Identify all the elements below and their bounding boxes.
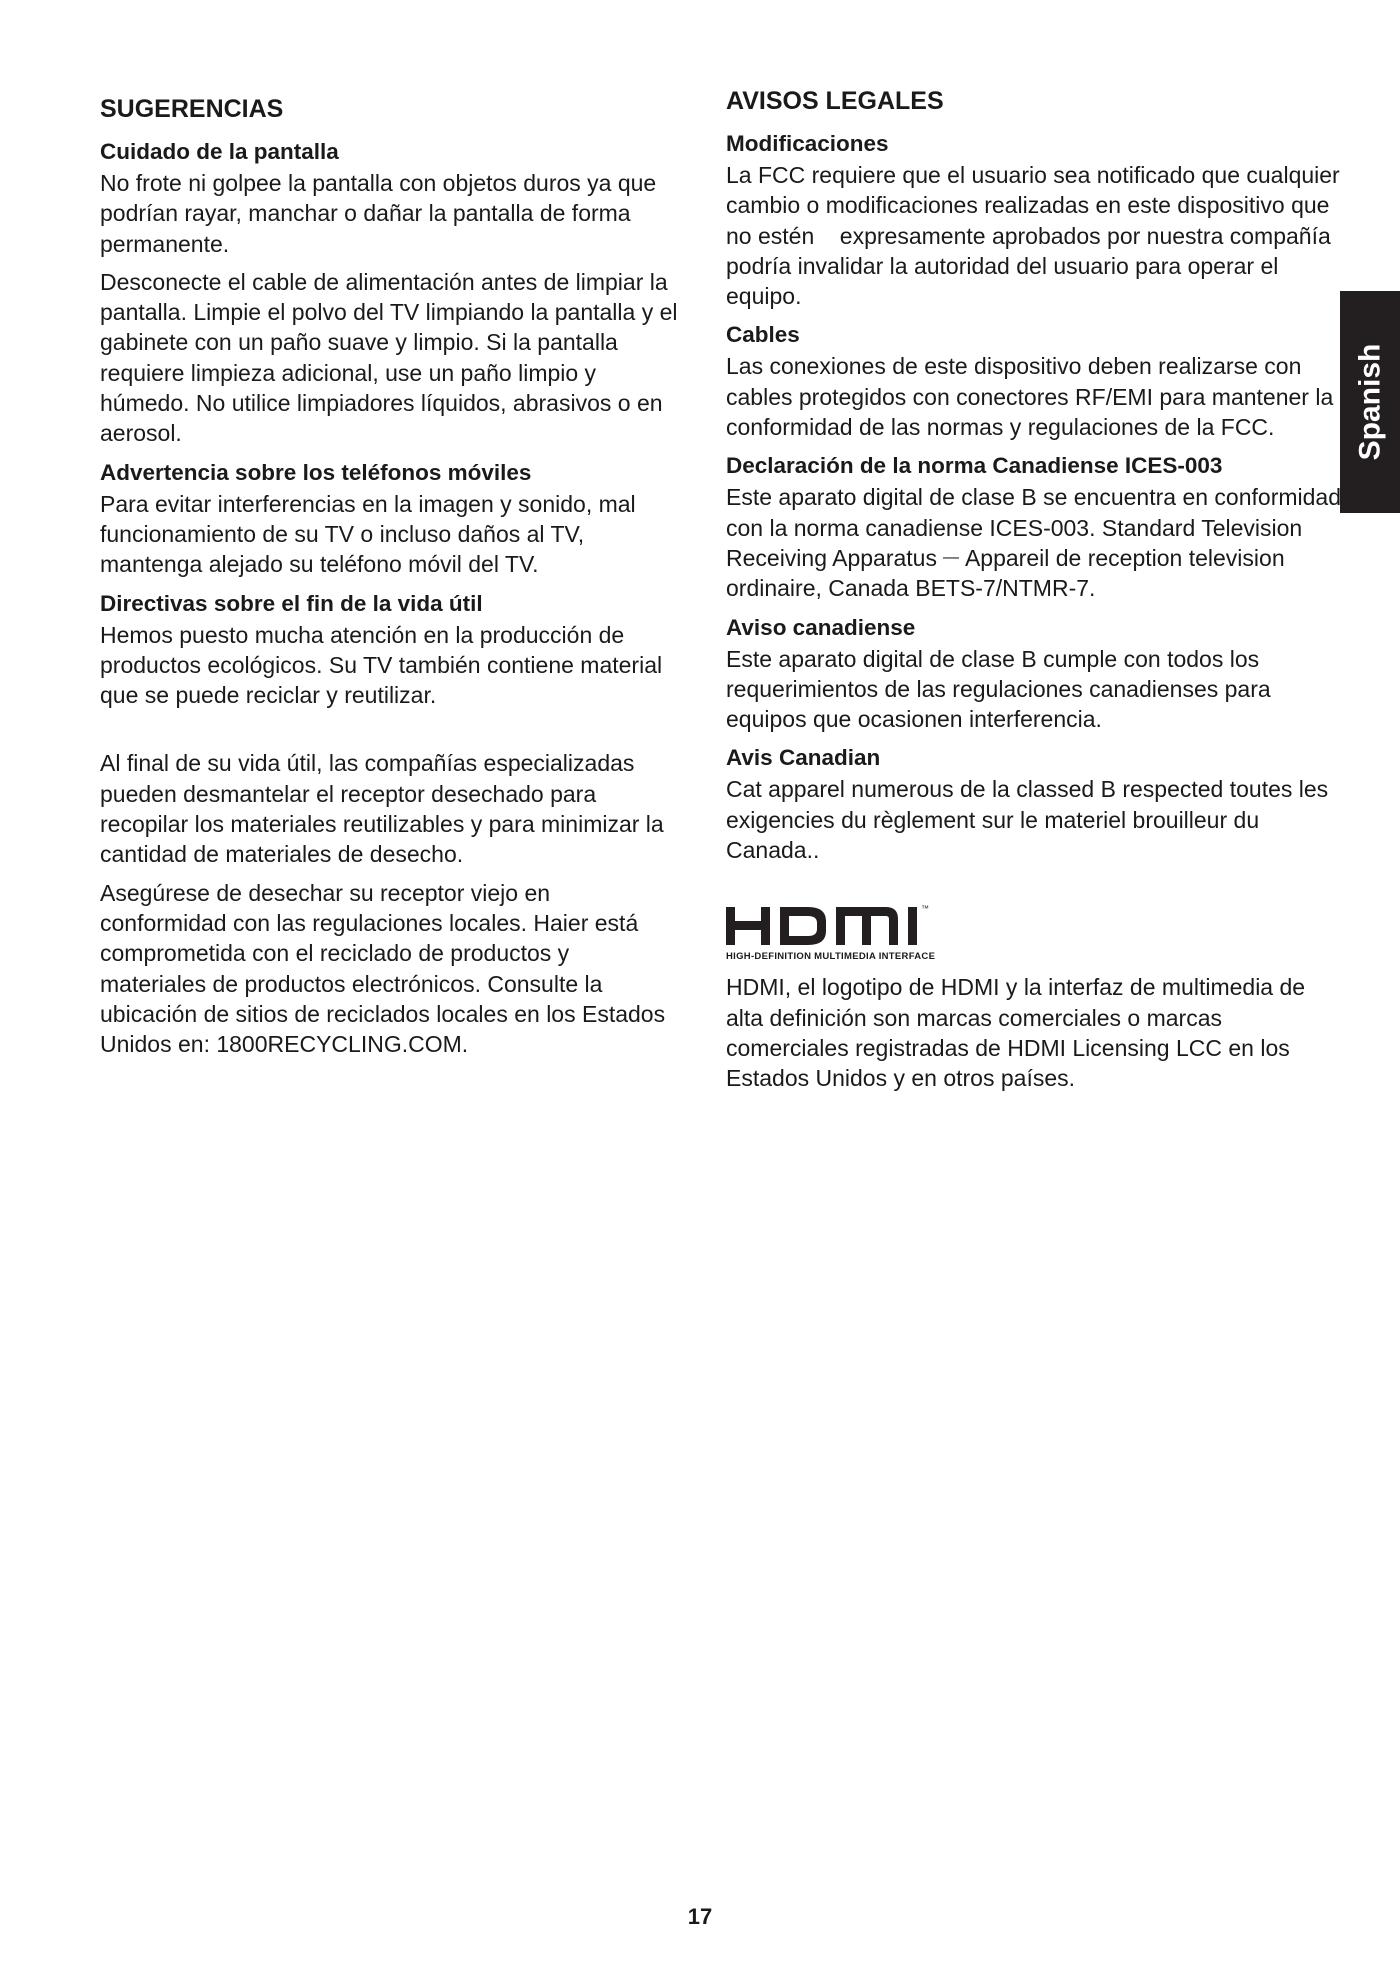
cables-paragraph: Las conexiones de este dispositivo deben realizarse con cables protegidos con conectores RF/EMI para mantener la conformidad de las normas y regulaciones de la FCC.	[726, 353, 1334, 441]
language-side-tab	[1340, 291, 1400, 513]
modifications-heading: Modificaciones	[726, 131, 889, 156]
ices-paragraph	[726, 482, 1341, 603]
sugerencias-title: SUGERENCIAS	[100, 95, 284, 123]
canadian-notice-heading: Aviso canadiense	[726, 614, 916, 640]
avis-canadian-paragraph: Cat apparel numerous de la classed B respected toutes les exigencies du règlement sur le materiel brouilleur du Canada..	[726, 776, 1329, 864]
end-of-life-paragraph-2: Al final de su vida útil, las compañías especializadas pueden desmantelar el receptor desechado para recopilar los materiales reutilizables y para minimizar la cantidad de materiales de desecho.	[100, 750, 664, 868]
avisos-legales-title: AVISOS LEGALES	[726, 87, 944, 115]
canadian-notice-paragraph: Este aparato digital de clase B cumple con todos los requerimientos de las regulaciones canadienses para equipos que ocasionen interferencia.	[726, 645, 1271, 733]
ices-text-a: Este aparato digital de clase B se encuentra en conformidad con la norma canadiense ICES-003. Standard Television Receiving Apparatus	[726, 484, 1341, 571]
ices-text-b: Appareil de reception television ordinaire, Canada BETS-7/NTMR-7.	[726, 544, 1285, 602]
avis-canadian-heading: Avis Canadian	[726, 745, 881, 771]
hdmi-logo	[726, 903, 986, 962]
screen-care-paragraph-2: Desconecte el cable de alimentación antes de limpiar la pantalla. Limpie el polvo del TV limpiando la pantalla y el gabinete con un paño suave y limpio. Si la pantalla requiere limpieza adicional, use un paño limpio y húmedo. No utilice limpiadores líquidos, abrasivos o en aerosol.	[100, 268, 678, 447]
modifications-paragraph: La FCC requiere que el usuario sea notificado que cualquier cambio o modificaciones realizadas en este dispositivo que no estén expresamente aprobados por nuestra compañía podría invalidar la autoridad del usuario para operar el equipo.	[726, 162, 1347, 310]
hdmi-tm: ™	[921, 904, 929, 914]
end-of-life-heading: Directivas sobre el fin de la vida útil	[100, 590, 483, 616]
end-of-life-paragraph-1: Hemos puesto mucha atención en la producción de productos ecológicos. Su TV también contiene material que se puede reciclar y reutilizar.	[100, 621, 663, 709]
screen-care-heading: Cuidado de la pantalla	[100, 139, 339, 164]
screen-care-paragraph-1: No frote ni golpee la pantalla con objetos duros ya que podrían rayar, manchar o dañar la pantalla de forma permanente.	[100, 170, 657, 257]
cables-heading: Cables	[726, 322, 800, 348]
mobile-warning-heading: Advertencia sobre los teléfonos móviles	[100, 459, 532, 485]
left-column	[100, 84, 680, 1067]
language-tab-label: Spanish	[1353, 343, 1387, 461]
right-column	[726, 84, 1347, 1102]
hdmi-trademark-paragraph: HDMI, el logotipo de HDMI y la interfaz de multimedia de alta definición son marcas comerciales o marcas comerciales registradas de HDMI Licensing LCC en los Estados Unidos y en otros países.	[726, 974, 1306, 1092]
end-of-life-paragraph-3: Asegúrese de desechar su receptor viejo en conformidad con las regulaciones locales. Haier está comprometida con el reciclado de productos y materiales de productos electrónicos. Consulte la ubicación de sitios de reciclados locales en los Estados Unidos en: 1800RECYCLING.COM.	[100, 879, 666, 1058]
mobile-warning-paragraph: Para evitar interferencias en la imagen y sonido, mal funcionamiento de su TV o incluso daños al TV, mantenga alejado su teléfono móvil del TV.	[100, 490, 636, 578]
ices-heading: Declaración de la norma Canadiense ICES-003	[726, 453, 1223, 479]
hdmi-logo-subtitle: HIGH-DEFINITION MULTIMEDIA INTERFACE	[726, 951, 936, 963]
page-number: 17	[687, 1904, 713, 1929]
arrow-icon: —	[942, 548, 959, 566]
hdmi-logo-graphic	[726, 903, 976, 947]
